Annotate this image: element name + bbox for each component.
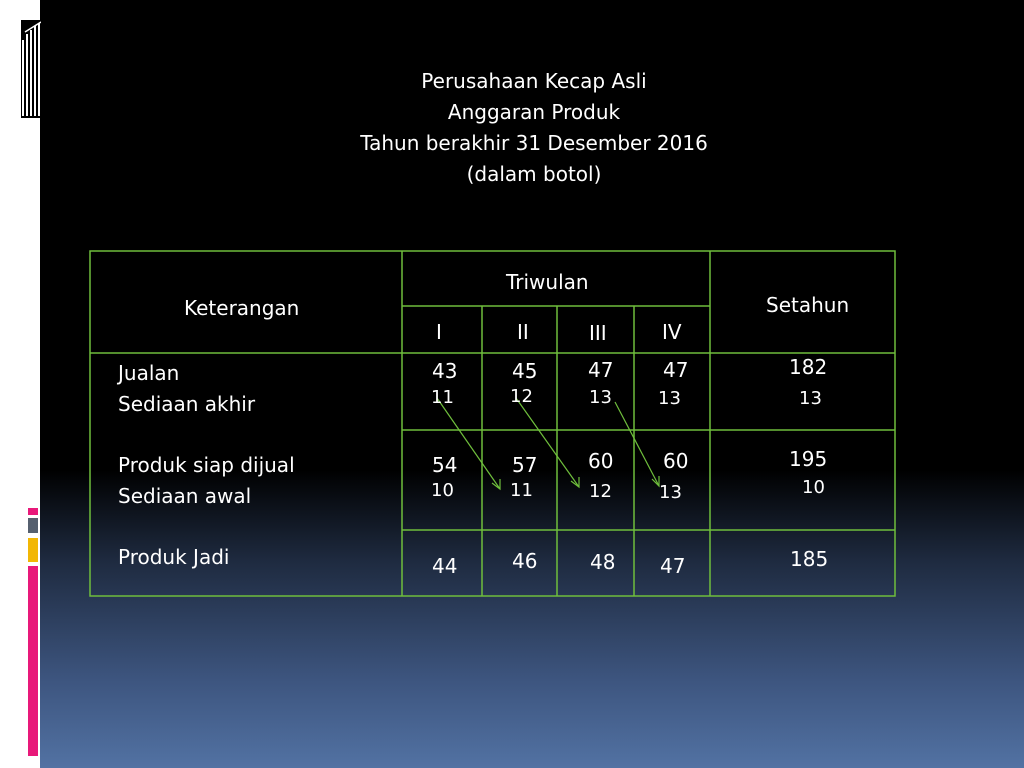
cell-sediaan-akhir-year: 13 [799, 388, 822, 409]
report-unit: (dalam botol) [466, 162, 602, 186]
row-label-produk-jadi: Produk Jadi [118, 545, 230, 569]
cell-sediaan-akhir-q3: 13 [589, 387, 612, 408]
header-quarter-3: III [589, 321, 607, 345]
cell-siap-dijual-q3: 60 [588, 449, 614, 473]
cell-jualan-q2: 45 [512, 359, 538, 383]
cell-sediaan-akhir-q2: 12 [510, 386, 533, 407]
cell-sediaan-awal-q3: 12 [589, 481, 612, 502]
row-label-sediaan-awal: Sediaan awal [118, 484, 252, 508]
cell-siap-dijual-q4: 60 [663, 449, 689, 473]
header-triwulan: Triwulan [506, 270, 589, 294]
cell-siap-dijual-q2: 57 [512, 453, 538, 477]
cell-sediaan-awal-q4: 13 [659, 482, 682, 503]
cell-produk-jadi-q4: 47 [660, 554, 686, 578]
header-quarter-2: II [517, 320, 529, 344]
cell-jualan-year: 182 [789, 355, 828, 379]
cell-sediaan-awal-q2: 11 [510, 480, 533, 501]
cell-jualan-q4: 47 [663, 358, 689, 382]
cell-produk-jadi-q3: 48 [590, 550, 616, 574]
report-name: Anggaran Produk [447, 100, 621, 124]
cell-siap-dijual-q1: 54 [432, 453, 458, 477]
report-period: Tahun berakhir 31 Desember 2016 [360, 131, 708, 155]
row-label-sediaan-akhir: Sediaan akhir [118, 392, 256, 416]
cell-siap-dijual-year: 195 [789, 447, 828, 471]
company-name: Perusahaan Kecap Asli [421, 69, 647, 93]
cell-sediaan-akhir-q1: 11 [431, 387, 454, 408]
cell-produk-jadi-q1: 44 [432, 554, 458, 578]
arrow-q3-to-q4 [615, 402, 659, 486]
cell-sediaan-awal-year: 10 [802, 477, 825, 498]
header-quarter-4: IV [662, 320, 682, 344]
cell-sediaan-awal-q1: 10 [431, 480, 454, 501]
cell-produk-jadi-year: 185 [790, 547, 829, 571]
header-keterangan: Keterangan [184, 296, 300, 320]
cell-jualan-q1: 43 [432, 359, 458, 383]
header-setahun: Setahun [766, 293, 850, 317]
carry-over-arrows [437, 398, 659, 489]
row-label-produk-siap-dijual: Produk siap dijual [118, 453, 295, 477]
row-label-jualan: Jualan [118, 361, 180, 385]
cell-jualan-q3: 47 [588, 358, 614, 382]
cell-sediaan-akhir-q4: 13 [658, 388, 681, 409]
cell-produk-jadi-q2: 46 [512, 549, 538, 573]
header-quarter-1: I [436, 320, 442, 344]
